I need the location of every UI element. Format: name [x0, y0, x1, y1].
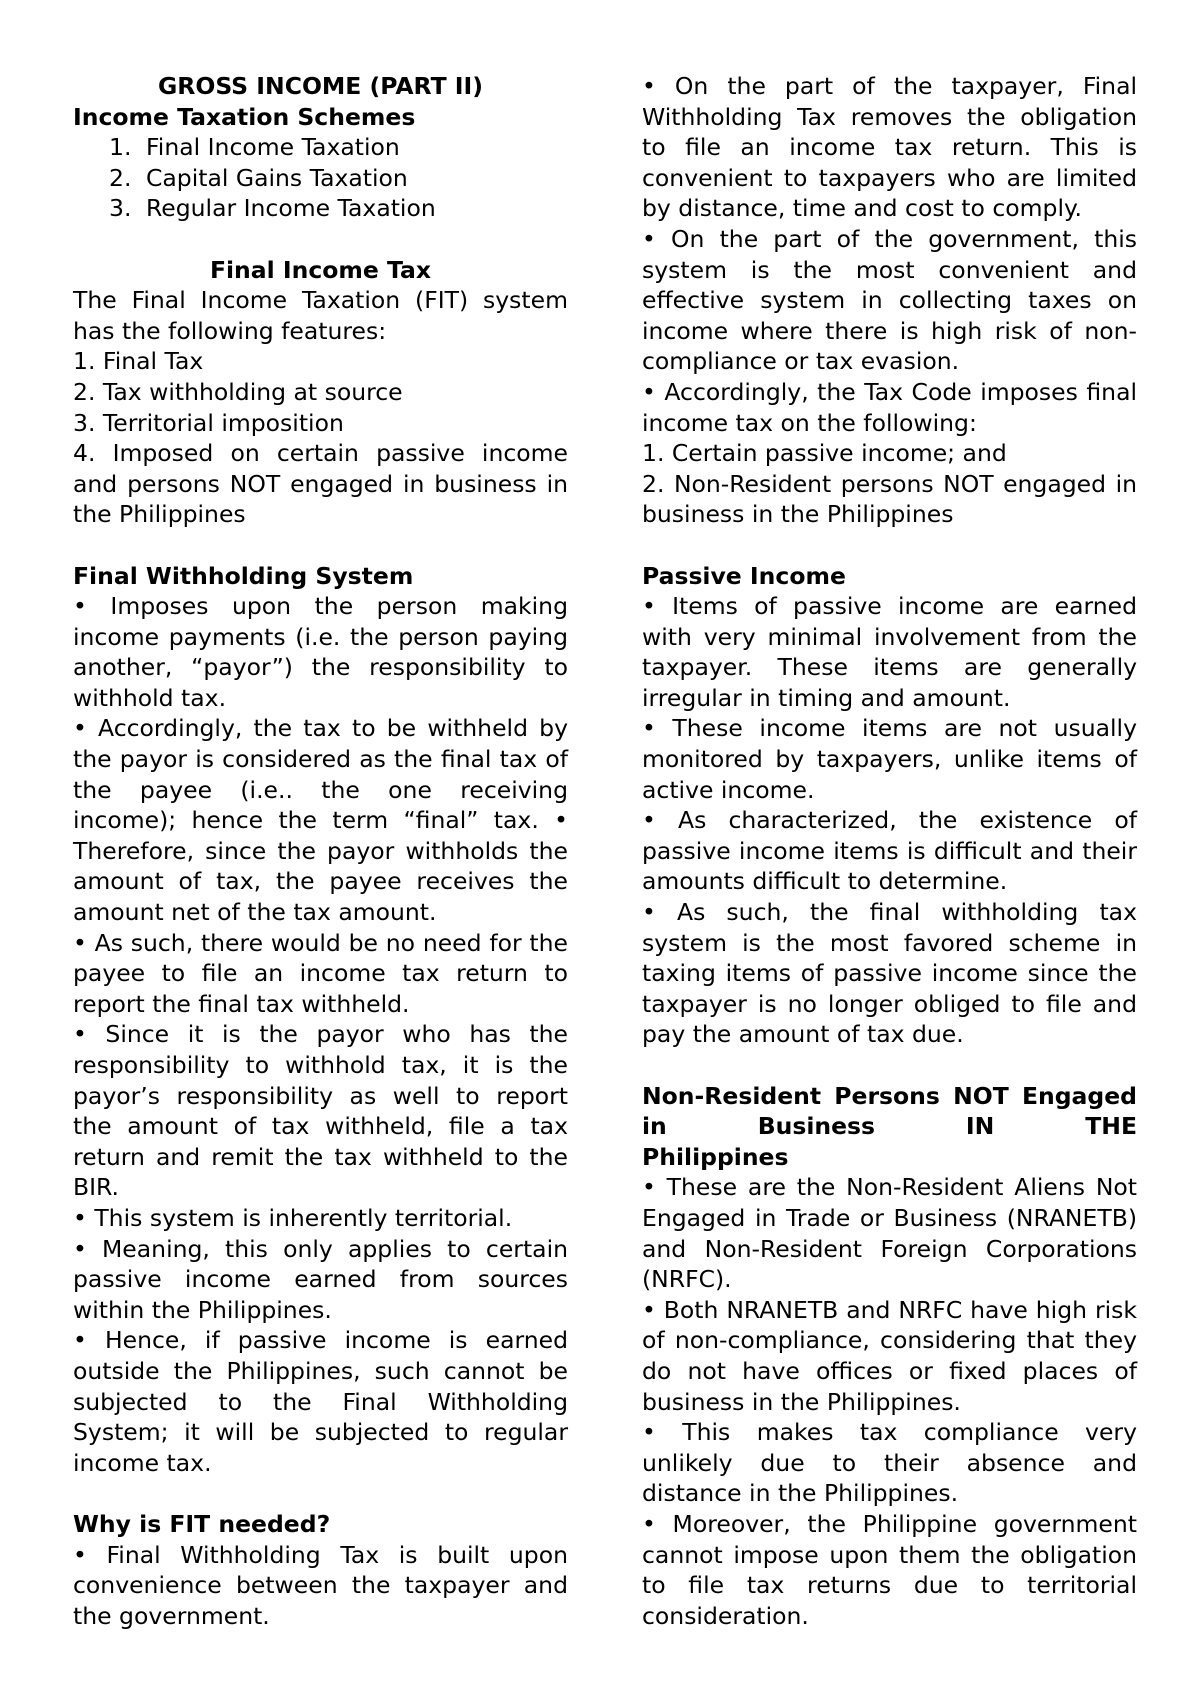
feature-item: 1. Final Tax: [73, 347, 204, 376]
paragraph: • Items of passive income are earned with very minimal involvement from the taxpayer. These items are generally irregular in timing and amount.: [642, 592, 1137, 712]
paragraph: • Since it is the payor who has the responsibility to withhold tax, it is the payor’s responsibility as well to report the amount of tax withheld, file a tax return and remit the tax withheld to the BIR.: [73, 1020, 568, 1202]
right-column: [642, 71, 1137, 1631]
paragraph: • Final Withholding Tax is built upon convenience between the taxpayer and the government.: [73, 1540, 568, 1630]
paragraph: • On the part of the taxpayer, Final Withholding Tax removes the obligation to file an income tax return. This is convenient to taxpayers who are limited by distance, time and cost to comply.: [642, 72, 1137, 223]
passive-heading: Passive Income: [642, 561, 846, 590]
paragraph: • As such, there would be no need for the payee to file an income tax return to report the final tax withheld.: [73, 928, 568, 1018]
feature-item: 4. Imposed on certain passive income and persons NOT engaged in business in the Philippines: [73, 439, 568, 529]
nonres-heading: Non-Resident Persons NOT Engaged in Business IN THE: [642, 1081, 1137, 1141]
paragraph: • Imposes upon the person making income payments (i.e. the person paying another, “payor”) the responsibility to withhold tax.: [73, 592, 568, 712]
schemes-list: [73, 132, 568, 224]
feature-item: 3. Territorial imposition: [73, 408, 344, 437]
paragraph: 1. Certain passive income; and: [642, 439, 1007, 468]
fit-heading: Final Income Tax: [209, 255, 432, 284]
list-item: 3. Regular Income Taxation: [109, 194, 436, 223]
paragraph: • These are the Non-Resident Aliens Not Engaged in Trade or Business (NRANETB) and Non-Resident Foreign Corporations (NRFC).: [642, 1173, 1137, 1294]
paragraph: • Hence, if passive income is earned outside the Philippines, such cannot be subjected to the Final Withholding System; it will be subjected to regular income tax.: [73, 1326, 568, 1477]
paragraph: • Accordingly, the tax to be withheld by the payor is considered as the final tax of the payee (i.e.. the one receiving income); hence the term “final” tax. • Therefore, since the payor withholds the amount of tax, the payee receives the amount net of the tax amount.: [73, 714, 568, 927]
paragraph: • As such, the final withholding tax system is the most favored scheme in taxing items of passive income since the taxpayer is no longer obliged to file and pay the amount of tax due.: [642, 898, 1137, 1049]
page-title: GROSS INCOME (PART II): [157, 72, 484, 100]
list-item: 2. Capital Gains Taxation: [109, 163, 408, 192]
paragraph: • On the part of the government, this system is the most convenient and effective system in collecting taxes on income where there is high risk of non-compliance or tax evasion.: [642, 224, 1137, 376]
paragraph: The Final Income Taxation (FIT) system has the following features:: [73, 286, 568, 345]
schemes-heading: Income Taxation Schemes: [73, 102, 416, 131]
paragraph: • Meaning, this only applies to certain passive income earned from sources within the Philippines.: [73, 1234, 568, 1324]
paragraph: • These income items are not usually monitored by taxpayers, unlike items of active income.: [642, 714, 1137, 804]
list-item: 1. Final Income Taxation: [109, 133, 400, 162]
paragraph: • Both NRANETB and NRFC have high risk of non-compliance, considering that they do not have offices or fixed places of business in the Philippines.: [642, 1295, 1137, 1416]
paragraph: • Accordingly, the Tax Code imposes final income tax on the following:: [642, 377, 1137, 437]
left-column: [73, 71, 568, 1631]
paragraph: • This system is inherently territorial.: [73, 1203, 513, 1232]
nonres-heading-cont: Philippines: [642, 1142, 789, 1171]
paragraph: • As characterized, the existence of passive income items is difficult and their amounts difficult to determine.: [642, 806, 1137, 896]
why-heading: Why is FIT needed?: [73, 1509, 331, 1538]
paragraph: • This makes tax compliance very unlikely due to their absence and distance in the Philippines.: [642, 1418, 1137, 1508]
fws-heading: Final Withholding System: [73, 561, 414, 590]
paragraph: 2. Non-Resident persons NOT engaged in business in the Philippines: [642, 469, 1137, 529]
paragraph: • Moreover, the Philippine government cannot impose upon them the obligation to file tax returns due to territorial consideration.: [642, 1509, 1137, 1630]
feature-item: 2. Tax withholding at source: [73, 377, 403, 406]
